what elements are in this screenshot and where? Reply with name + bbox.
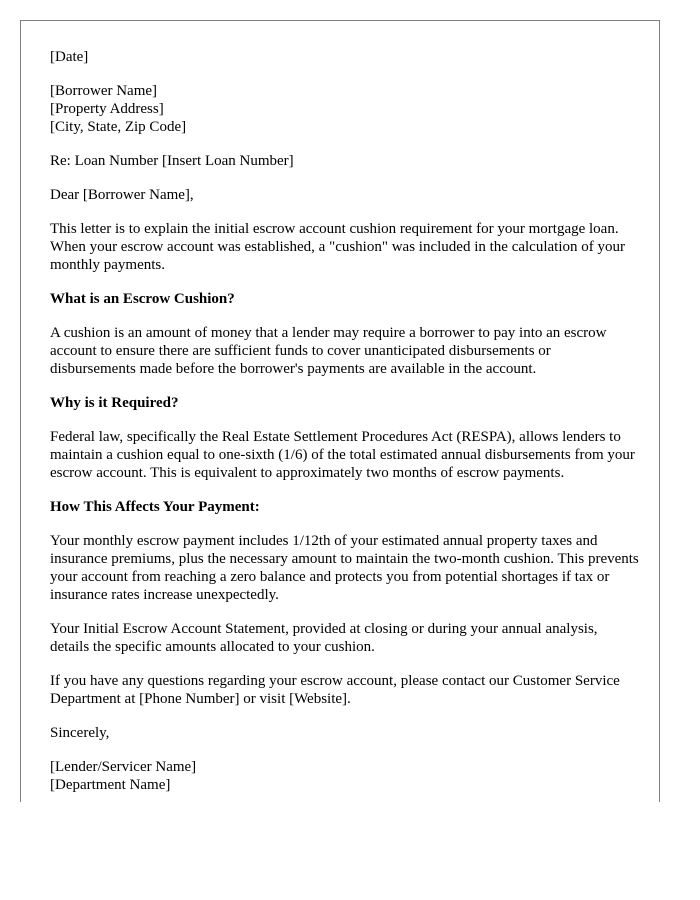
section-heading-why-required: Why is it Required? (50, 395, 179, 411)
section-body-payment-effect: Your monthly escrow payment includes 1/12th of your estimated annual property taxes and insurance premiums, plus the necessary amount to maintain the two-month cushion. This prevents your account from reaching a zero balance and protects you from potential shortages if tax or insurance rates increase unexpectedly. (50, 533, 639, 603)
re-line: Re: Loan Number [Insert Loan Number] (50, 153, 294, 169)
recipient-address: [Property Address] (50, 101, 164, 117)
closing: Sincerely, (50, 725, 110, 741)
salutation-block (50, 186, 640, 204)
closing-block (50, 724, 640, 742)
contact-paragraph: If you have any questions regarding your escrow account, please contact our Customer Service Department at [Phone Number] or visit [Website]. (50, 673, 620, 707)
recipient-address-block (50, 82, 640, 136)
section-heading-payment-effect: How This Affects Your Payment: (50, 499, 260, 515)
section-heading-escrow-cushion: What is an Escrow Cushion? (50, 291, 235, 307)
letter-page (20, 20, 660, 802)
recipient-city-state-zip: [City, State, Zip Code] (50, 119, 187, 135)
section-body-escrow-cushion: A cushion is an amount of money that a lender may require a borrower to pay into an escrow account to ensure there are sufficient funds to cover unanticipated disbursements or disbursements made before the borrower's payments are available in the account. (50, 325, 607, 377)
intro-paragraph: This letter is to explain the initial escrow account cushion requirement for your mortgage loan. When your escrow account was established, a "cushion" was included in the calculation of your monthly payments. (50, 221, 625, 273)
letter-body (50, 48, 640, 802)
section-body-why-required: Federal law, specifically the Real Estate Settlement Procedures Act (RESPA), allows lenders to maintain a cushion equal to one-sixth (1/6) of the total estimated annual disbursements from your escrow account. This is equivalent to approximately two months of escrow payments. (50, 429, 635, 481)
signature-block (50, 758, 640, 794)
salutation: Dear [Borrower Name], (50, 187, 194, 203)
recipient-name: [Borrower Name] (50, 83, 158, 99)
letter-date: [Date] (50, 49, 89, 65)
date-block (50, 48, 640, 66)
department-name: [Department Name] (50, 777, 171, 793)
lender-name: [Lender/Servicer Name] (50, 759, 197, 775)
re-line-block (50, 152, 640, 170)
statement-paragraph: Your Initial Escrow Account Statement, provided at closing or during your annual analysis, details the specific amounts allocated to your cushion. (50, 621, 598, 655)
